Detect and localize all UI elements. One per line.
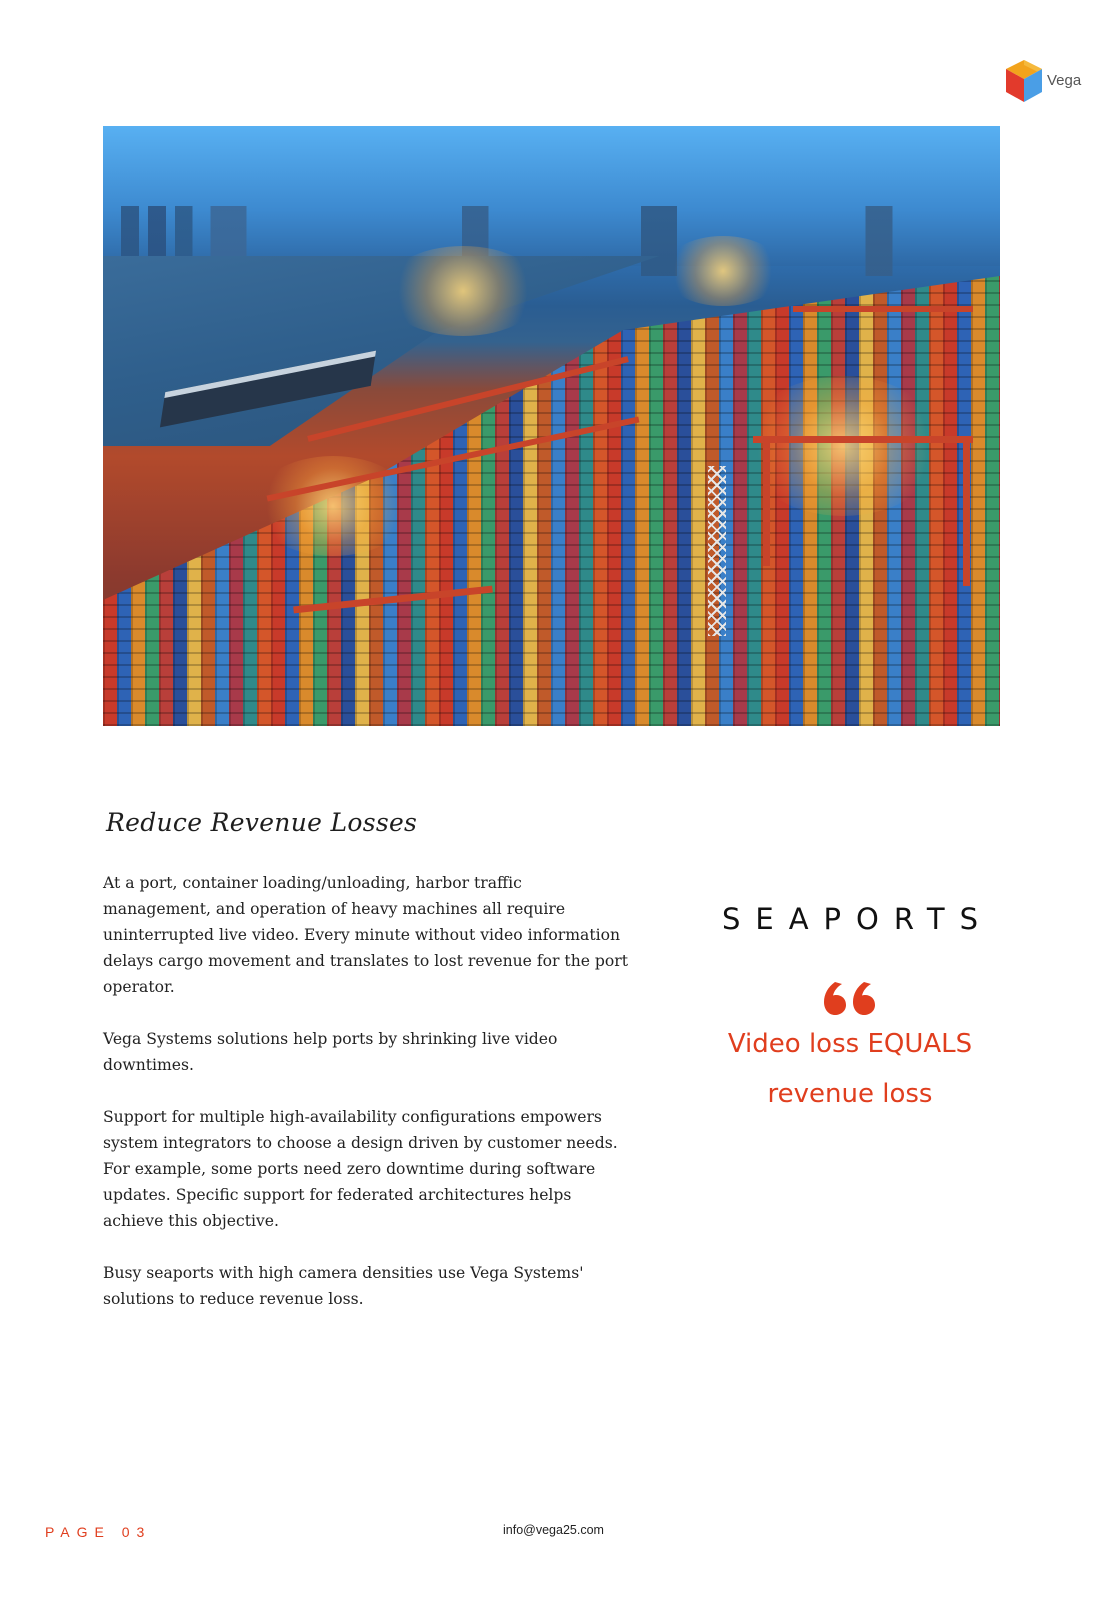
- logo-text: Vega: [1047, 71, 1082, 89]
- quote-line-1: Video loss EQUALS: [727, 1029, 973, 1059]
- paragraph: Vega Systems solutions help ports by shrinking live video downtimes.: [103, 1030, 558, 1074]
- hero-crane: [763, 436, 770, 566]
- page-number: PAGE 03: [45, 1524, 152, 1540]
- cube-logo-icon: [1003, 58, 1045, 104]
- article-body: [103, 870, 633, 1338]
- hero-light: [663, 236, 783, 306]
- hero-crane: [963, 436, 970, 586]
- paragraph: Busy seaports with high camera densities use Vega Systems' solutions to reduce revenue loss.: [103, 1264, 584, 1308]
- quote-line-2: revenue loss: [767, 1079, 933, 1109]
- sidebar-callout: [690, 902, 1010, 1119]
- hero-image: [103, 126, 1000, 726]
- paragraph: Support for multiple high-availability configurations empowers system integrators to choose a design driven by customer needs. For example, some ports need zero downtime during software updates. Specific support for federated architectures helps achieve this objective.: [103, 1108, 618, 1230]
- hero-light: [743, 376, 943, 516]
- hero-light-tower: [708, 466, 726, 636]
- contact-email-link[interactable]: info@vega25.com: [503, 1523, 604, 1537]
- brand-logo: [1003, 58, 1081, 104]
- sidebar-title: SEAPORTS: [721, 902, 994, 936]
- hero-crane: [753, 436, 973, 443]
- hero-crane: [793, 306, 973, 312]
- section-heading: Reduce Revenue Losses: [106, 808, 418, 837]
- quote-text: [690, 1019, 1010, 1119]
- quote-open-icon: [824, 978, 876, 1016]
- hero-light: [383, 246, 543, 336]
- paragraph: At a port, container loading/unloading, harbor traffic management, and operation of heavy machines all require uninterrupted live video. Every minute without video information delays cargo movement and translates to lost revenue for the port operator.: [103, 874, 629, 996]
